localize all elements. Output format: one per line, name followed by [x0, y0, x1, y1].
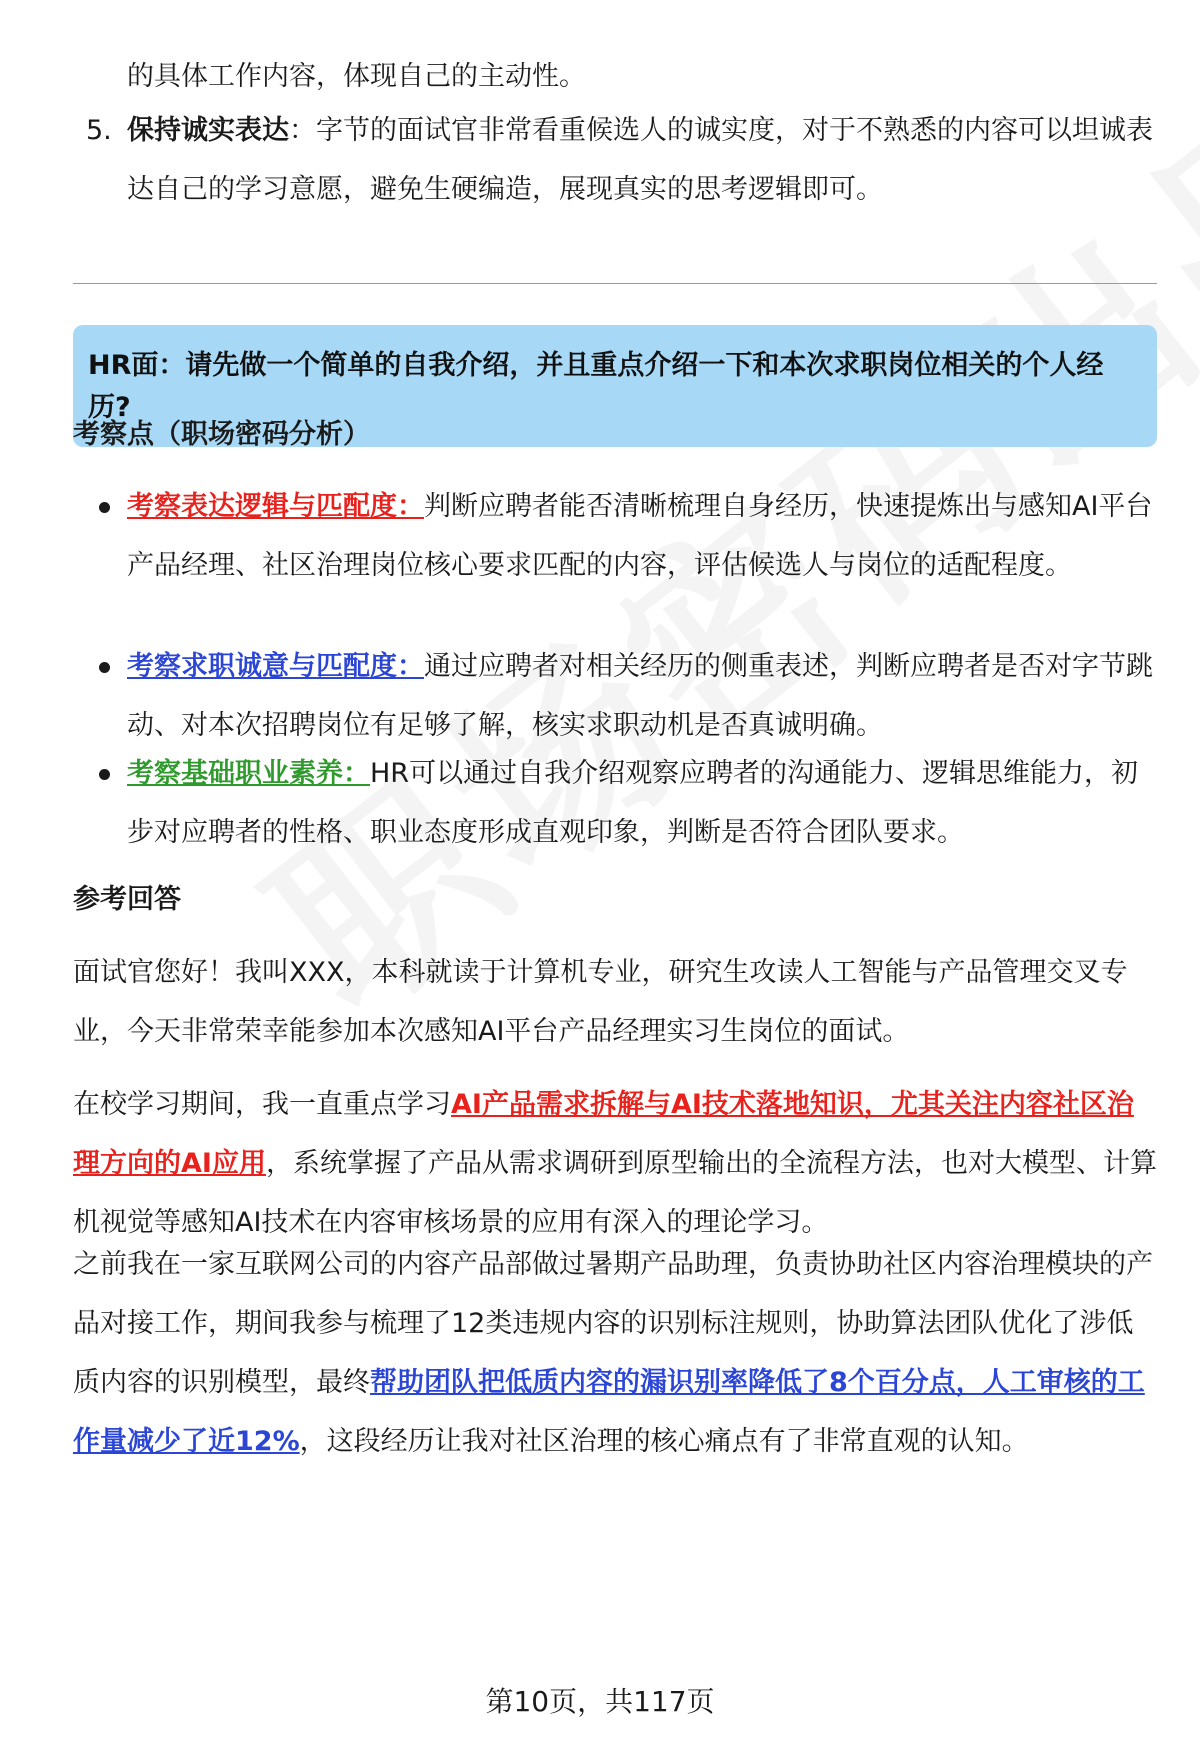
bullet-label: 考察基础职业素养：	[127, 758, 370, 789]
bullet-dot	[99, 502, 110, 513]
bullet-text: 判断应聘者能否清晰梳理自身经历，快速提炼出与感知AI平台产品经理、社区治理岗位核心要求匹配的内容，评估候选人与岗位的适配程度。	[127, 491, 1153, 581]
list-item-5	[86, 101, 1157, 219]
answer-paragraph-3	[73, 1235, 1158, 1471]
bullet-dot	[99, 662, 110, 673]
answer-p2-pre: 在校学习期间，我一直重点学习	[73, 1089, 451, 1120]
page-footer: 第10页，共117页	[485, 1685, 715, 1718]
analysis-heading: 考察点（职场密码分析）	[73, 419, 370, 450]
question-text: HR面：请先做一个简单的自我介绍，并且重点介绍一下和本次求职岗位相关的个人经历?	[88, 350, 1104, 423]
list-number: 5.	[86, 115, 112, 146]
bullet-label: 考察表达逻辑与匹配度：	[127, 491, 424, 522]
bullet-label: 考察求职诚意与匹配度：	[127, 651, 424, 682]
divider	[73, 283, 1157, 284]
list-item-text: ：字节的面试官非常看重候选人的诚实度，对于不熟悉的内容可以坦诚表达自己的学习意愿，避免生硬编造，展现真实的思考逻辑即可。	[127, 115, 1153, 205]
answer-paragraph-1: 面试官您好！我叫XXX，本科就读于计算机专业，研究生攻读人工智能与产品管理交叉专业，今天非常荣幸能参加本次感知AI平台产品经理实习生岗位的面试。	[73, 957, 1128, 1047]
answer-heading: 参考回答	[73, 884, 181, 915]
bullet-text: HR可以通过自我介绍观察应聘者的沟通能力、逻辑思维能力，初步对应聘者的性格、职业态度形成直观印象，判断是否符合团队要求。	[127, 758, 1139, 848]
bullet-item	[127, 637, 1157, 755]
bullet-dot	[99, 769, 110, 780]
answer-p2-highlight: AI产品需求拆解与AI技术落地知识，尤其关注内容社区治理方向的AI应用	[73, 1089, 1134, 1179]
list-item-bold: 保持诚实表达	[127, 115, 289, 146]
answer-p3-highlight: 帮助团队把低质内容的漏识别率降低了8个百分点，人工审核的工作量减少了近12%	[73, 1367, 1145, 1457]
answer-p3-pre: 之前我在一家互联网公司的内容产品部做过暑期产品助理，负责协助社区内容治理模块的产品对接工作，期间我参与梳理了12类违规内容的识别标注规则，协助算法团队优化了涉低质内容的识别模型，最终	[73, 1249, 1153, 1398]
answer-p3-post: ，这段经历让我对社区治理的核心痛点有了非常直观的认知。	[299, 1426, 1029, 1457]
bullet-text: 通过应聘者对相关经历的侧重表述，判断应聘者是否对字节跳动、对本次招聘岗位有足够了解，核实求职动机是否真诚明确。	[127, 651, 1153, 741]
answer-paragraph-2	[73, 1075, 1158, 1252]
bullet-item	[127, 477, 1157, 595]
bullet-item	[127, 744, 1157, 862]
answer-p2-post: ，系统掌握了产品从需求调研到原型输出的全流程方法，也对大模型、计算机视觉等感知AI技术在内容审核场景的应用有深入的理论学习。	[73, 1148, 1157, 1238]
continuation-text: 的具体工作内容，体现自己的主动性。	[127, 61, 586, 92]
